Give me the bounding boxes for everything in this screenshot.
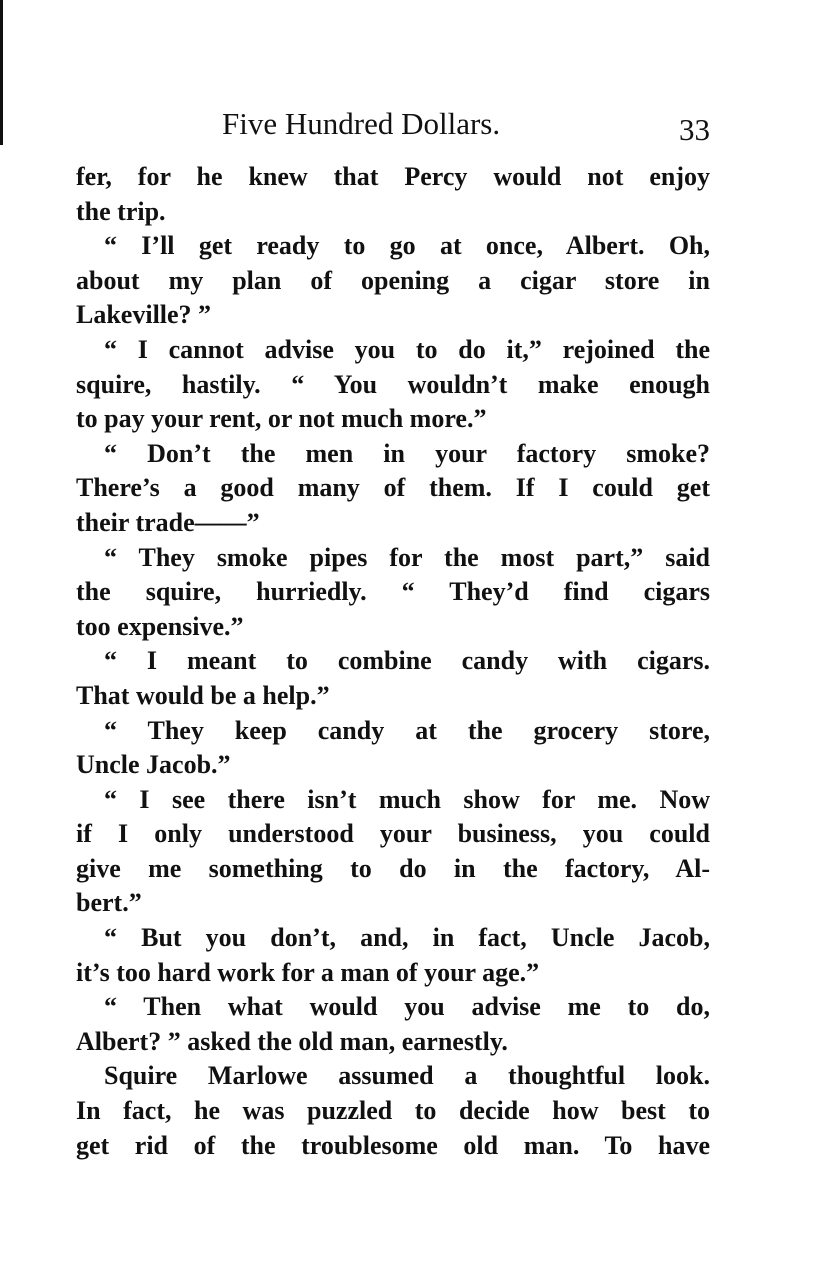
text-line: Lakeville? ” bbox=[76, 300, 212, 330]
text-line: to pay your rent, or not much more.” bbox=[76, 404, 487, 434]
text-line: get rid of the troublesome old man. To have bbox=[76, 1130, 710, 1160]
page-edge-rule bbox=[0, 0, 3, 145]
text-line: “ I see there isn’t much show for me. Now bbox=[104, 784, 710, 814]
text-line: bert.” bbox=[76, 888, 142, 918]
text-line: “ I’ll get ready to go at once, Albert. Oh, bbox=[104, 231, 710, 261]
text-line: “ Then what would you advise me to do, bbox=[104, 992, 710, 1022]
body-text bbox=[76, 160, 710, 1163]
text-line: “ I meant to combine candy with cigars. bbox=[104, 646, 710, 676]
text-line: Squire Marlowe assumed a thoughtful look. bbox=[104, 1061, 710, 1091]
text-line: That would be a help.” bbox=[76, 680, 330, 710]
text-line: their trade——” bbox=[76, 507, 260, 537]
text-line: There’s a good many of them. If I could get bbox=[76, 473, 710, 503]
running-title: Five Hundred Dollars. bbox=[222, 106, 501, 141]
page-number: 33 bbox=[679, 112, 710, 147]
text-line: the trip. bbox=[76, 196, 166, 226]
text-line: about my plan of opening a cigar store in bbox=[76, 265, 710, 295]
running-head bbox=[76, 104, 710, 148]
text-line: if I only understood your business, you could bbox=[76, 819, 710, 849]
text-line: “ They keep candy at the grocery store, bbox=[104, 715, 710, 745]
text-line: the squire, hurriedly. “ They’d find cigars bbox=[76, 577, 710, 607]
text-line: give me something to do in the factory, Al- bbox=[76, 853, 710, 883]
text-line: squire, hastily. “ You wouldn’t make enough bbox=[76, 369, 710, 399]
text-line: Uncle Jacob.” bbox=[76, 750, 231, 780]
text-line: In fact, he was puzzled to decide how best to bbox=[76, 1096, 710, 1126]
text-line: too expensive.” bbox=[76, 611, 244, 641]
text-line: “ But you don’t, and, in fact, Uncle Jacob, bbox=[104, 923, 710, 953]
text-line: “ I cannot advise you to do it,” rejoined the bbox=[104, 334, 710, 364]
text-line: “ Don’t the men in your factory smoke? bbox=[104, 438, 710, 468]
text-line: fer, for he knew that Percy would not enjoy bbox=[76, 162, 710, 191]
text-line: Albert? ” asked the old man, earnestly. bbox=[76, 1026, 508, 1056]
text-line: it’s too hard work for a man of your age.” bbox=[76, 957, 540, 987]
text-line: “ They smoke pipes for the most part,” said bbox=[104, 542, 710, 572]
